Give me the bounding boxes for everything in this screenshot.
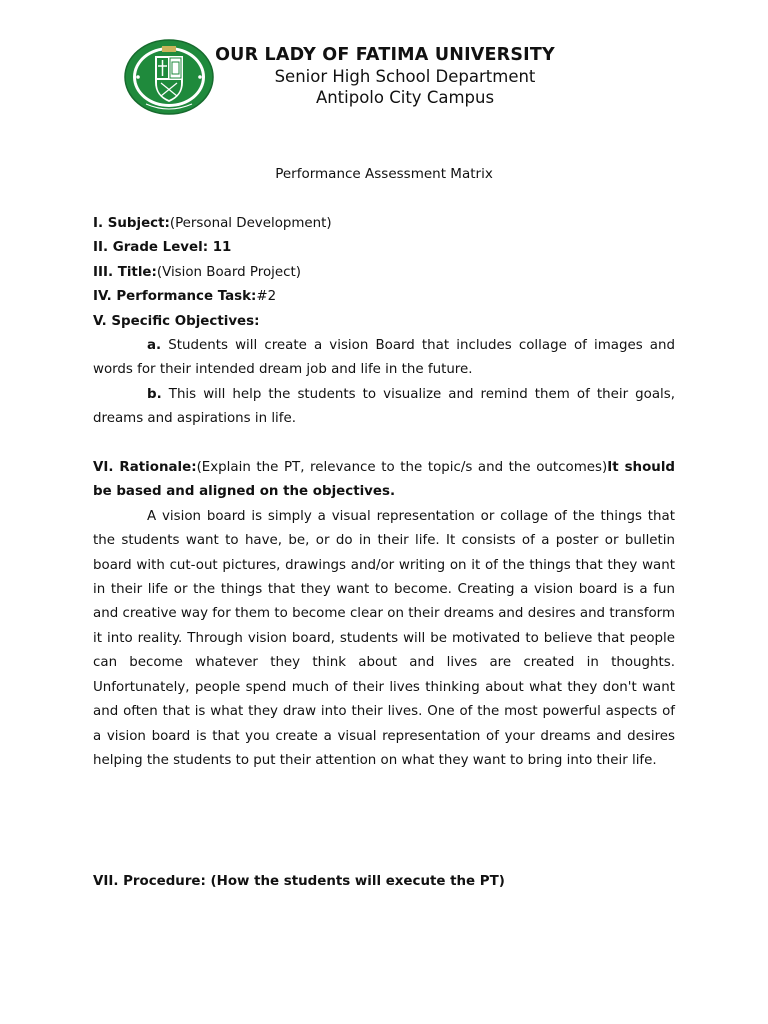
objectives-heading: V. Specific Objectives: [93, 313, 260, 329]
performance-task-label: IV. Performance Task: [93, 289, 257, 305]
grade-level-line: II. Grade Level: 11 [93, 240, 232, 256]
university-name: OUR LADY OF FATIMA UNIVERSITY [215, 45, 555, 65]
rationale-instruction: (Explain the PT, relevance to the topic/s and the outcomes) [196, 460, 608, 476]
rationale-heading [93, 456, 675, 505]
document-body [93, 212, 675, 895]
performance-task-value: #2 [256, 289, 277, 305]
objective-b-text: This will help the students to visualize and remind them of their goals, dreams and aspirations in life. [93, 386, 675, 427]
rationale-emphasis: It should be based and aligned on the objectives. [93, 460, 675, 500]
rationale-paragraph: A vision board is simply a visual representation or collage of the things that the students want to have, be, or do in their life. It consists of a poster or bulletin board with cut-out pictures, drawings and/or writing on it of the things that they want in their life or the things that they want to become. Creating a vision board is a fun and creative way for them to become clear on their dreams and desires and transform it into reality. Through vision board, students will be motivated to believe that people can become whatever they think about and lives are created in thoughts. Unfortunately, people spend much of their lives thinking about what they don't want and often that is what they draw into their lives. One of the most powerful aspects of a vision board is that you create a visual representation of your dreams and desires helping the students to put their attention on what they want to bring into their life. [93, 508, 675, 768]
objective-b-label: b. [147, 386, 162, 402]
objective-a-label: a. [147, 338, 162, 354]
procedure-heading: VII. Procedure: (How the students will execute the PT) [93, 874, 505, 890]
subject-value: (Personal Development) [169, 216, 332, 231]
objective-a [93, 334, 675, 383]
department-name: Senior High School Department [274, 67, 536, 86]
performance-task-line [93, 285, 675, 309]
objective-a-text: Students will create a vision Board that includes collage of images and words for their intended dream job and life in the future. [93, 338, 675, 378]
spacer [93, 773, 675, 870]
title-value: (Vision Board Project) [156, 264, 301, 280]
subject-label: I. Subject: [93, 216, 170, 231]
document-title: Performance Assessment Matrix [275, 166, 493, 182]
spacer [93, 432, 675, 456]
campus-name: Antipolo City Campus [315, 88, 495, 107]
title-line [93, 261, 675, 285]
subject-line [93, 212, 675, 236]
rationale-label: VI. Rationale: [93, 460, 197, 476]
letterhead [120, 44, 650, 108]
objective-b [93, 383, 675, 432]
title-label: III. Title: [93, 264, 157, 280]
